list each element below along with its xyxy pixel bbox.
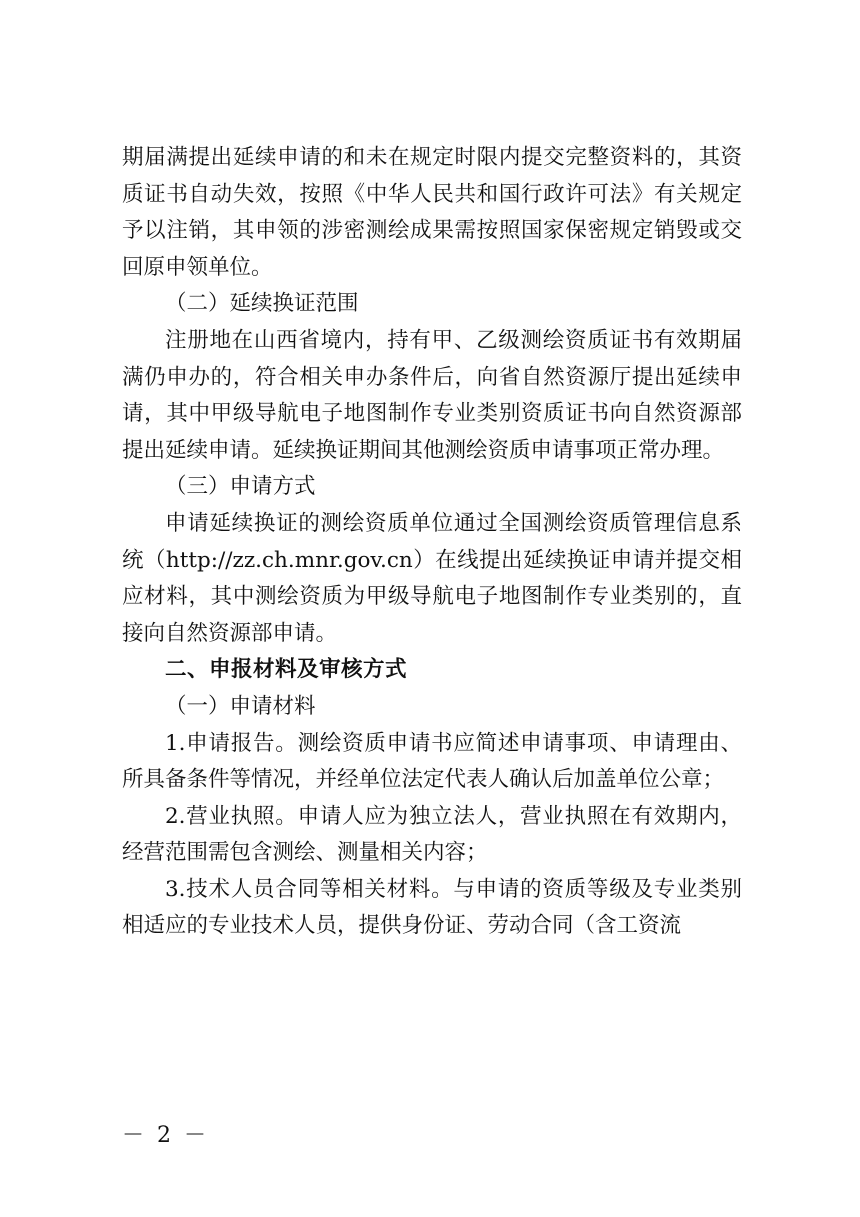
subheading-application-materials: （一）申请材料	[165, 693, 316, 719]
subheading-application-method: （三）申请方式	[165, 474, 316, 500]
list-item-technical-staff-contracts: 3.技术人员合同等相关材料。与申请的资质等级及专业类别相适应的专业技术人员，提供身份证、劳动合同（含工资流	[122, 876, 742, 939]
paragraph-renewal-scope: 注册地在山西省境内，持有甲、乙级测绘资质证书有效期届满仍申办的，符合相关申办条件后，向省自然资源厅提出延续申请，其中甲级导航电子地图制作专业类别资质证书向自然资源部提出延续申请。延续换证期间其他测绘资质申请事项正常办理。	[122, 327, 742, 463]
paragraph-continuation: 期届满提出延续申请的和未在规定时限内提交完整资料的，其资质证书自动失效，按照《中华人民共和国行政许可法》有关规定予以注销，其申领的涉密测绘成果需按照国家保密规定销毁或交回原申领单位。	[122, 145, 742, 280]
list-item-application-report: 1.申请报告。测绘资质申请书应简述申请事项、申请理由、所具备条件等情况，并经单位法定代表人确认后加盖单位公章；	[122, 730, 742, 793]
page-number: － 2 －	[122, 1123, 209, 1148]
document-body	[122, 140, 742, 945]
heading-materials-review: 二、申报材料及审核方式	[165, 657, 408, 683]
subheading-renewal-scope: （二）延续换证范围	[165, 291, 359, 317]
paragraph-application-method: 申请延续换证的测绘资质单位通过全国测绘资质管理信息系统（http://zz.ch.mnr.gov.cn）在线提出延续换证申请并提交相应材料，其中测绘资质为甲级导航电子地图制作专业类别的，直接向自然资源部申请。	[122, 510, 742, 646]
list-item-business-license: 2.营业执照。申请人应为独立法人，营业执照在有效期内，经营范围需包含测绘、测量相关内容；	[122, 803, 742, 866]
